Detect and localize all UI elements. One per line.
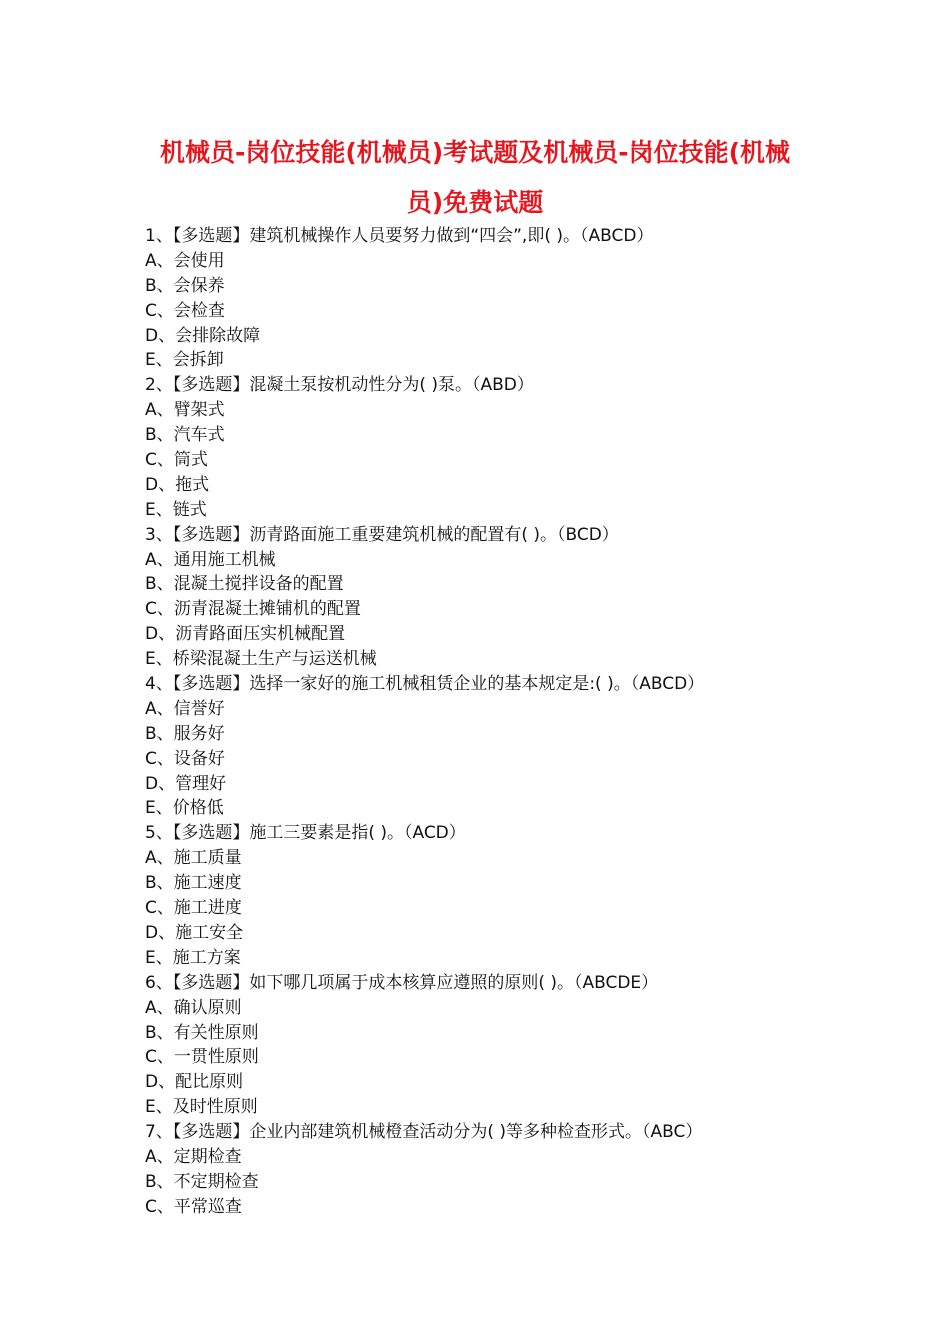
option-item: D、拖式 [145, 474, 210, 495]
option-item: B、有关性原则 [145, 1022, 259, 1043]
option-item: D、沥青路面压实机械配置 [145, 624, 346, 645]
option-item: B、汽车式 [145, 425, 225, 446]
question-stem: 4、【多选题】选择一家好的施工机械租赁企业的基本规定是:( )。（ABCD） [145, 674, 705, 695]
option-item: D、配比原则 [145, 1072, 244, 1093]
option-item: E、链式 [145, 499, 207, 520]
option-item: B、混凝土搅拌设备的配置 [145, 574, 344, 595]
option-item: C、沥青混凝土摊铺机的配置 [145, 599, 361, 620]
option-item: D、会排除故障 [145, 325, 261, 346]
option-item: B、施工速度 [145, 873, 242, 894]
option-item: C、施工进度 [145, 898, 242, 919]
option-item: A、定期检查 [145, 1146, 242, 1167]
option-item: A、信誉好 [145, 698, 225, 719]
option-item: C、设备好 [145, 748, 225, 769]
question-stem: 5、【多选题】施工三要素是指( )。（ACD） [145, 823, 466, 844]
title-line-1: 机械员-岗位技能(机械员)考试题及机械员-岗位技能(机械 [159, 138, 791, 167]
option-item: C、平常巡查 [145, 1196, 242, 1217]
document-title [130, 128, 820, 228]
option-item: E、及时性原则 [145, 1097, 258, 1118]
option-item: A、会使用 [145, 250, 225, 271]
option-item: B、不定期检查 [145, 1171, 259, 1192]
option-item: A、通用施工机械 [145, 549, 276, 570]
question-stem: 6、【多选题】如下哪几项属于成本核算应遵照的原则( )。（ABCDE） [145, 972, 659, 993]
question-stem: 7、【多选题】企业内部建筑机械橙查活动分为( )等多种检查形式。（ABC） [145, 1122, 703, 1143]
option-item: E、施工方案 [145, 947, 241, 968]
question-stem: 1、【多选题】建筑机械操作人员要努力做到“四会”,即( )。（ABCD） [145, 226, 654, 246]
option-item: A、确认原则 [145, 997, 242, 1018]
option-item: A、施工质量 [145, 848, 242, 869]
option-item: C、筒式 [145, 450, 208, 471]
question-stem: 2、【多选题】混凝土泵按机动性分为( )泵。（ABD） [145, 375, 534, 396]
option-item: E、会拆卸 [145, 350, 224, 371]
option-item: A、臂架式 [145, 400, 225, 421]
title-line-2: 员)免费试题 [406, 188, 544, 217]
option-item: B、服务好 [145, 723, 225, 744]
option-item: D、施工安全 [145, 922, 244, 943]
option-item: D、管理好 [145, 773, 227, 794]
option-item: E、桥梁混凝土生产与运送机械 [145, 649, 377, 670]
question-list [145, 224, 845, 1220]
option-item: E、价格低 [145, 798, 224, 819]
option-item: B、会保养 [145, 275, 225, 296]
option-item: C、会检查 [145, 300, 225, 321]
option-item: C、一贯性原则 [145, 1047, 259, 1068]
question-stem: 3、【多选题】沥青路面施工重要建筑机械的配置有( )。（BCD） [145, 524, 619, 545]
